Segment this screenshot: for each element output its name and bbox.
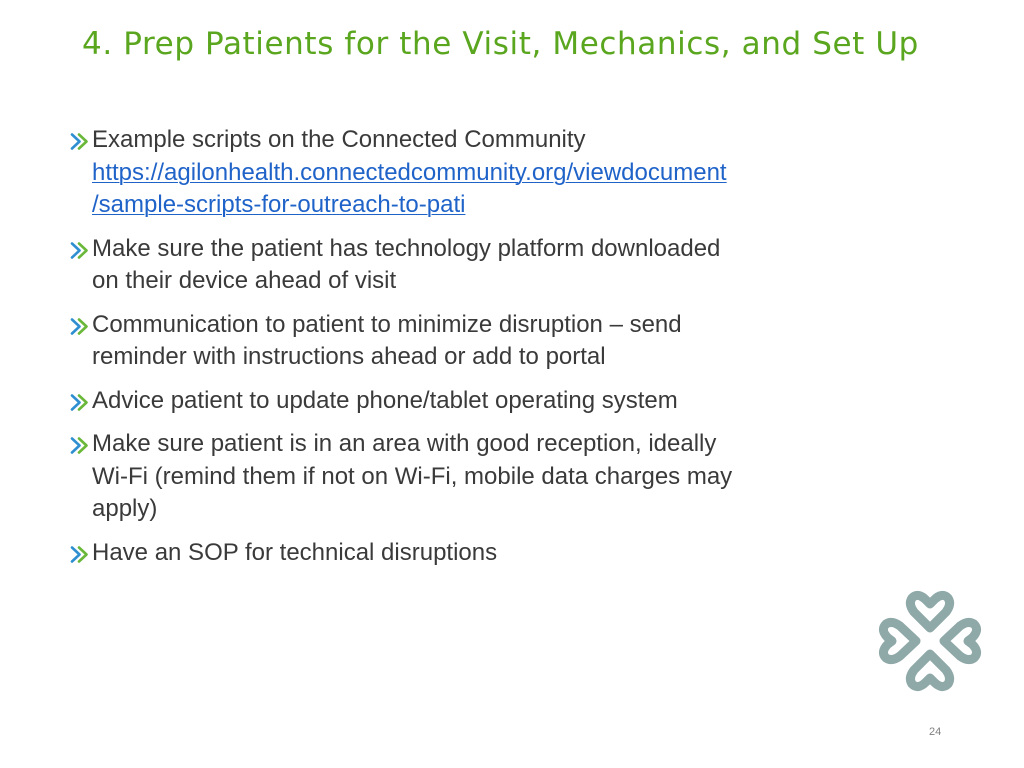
bullet-list bbox=[70, 124, 860, 580]
bullet-text: Make sure the patient has technology platform downloaded bbox=[92, 234, 721, 262]
bullet-text: on their device ahead of visit bbox=[92, 267, 397, 294]
bullet-text: reminder with instructions ahead or add to portal bbox=[92, 343, 606, 370]
bullet-item bbox=[70, 537, 860, 570]
bullet-text: Communication to patient to minimize disruption – send bbox=[92, 310, 682, 338]
quatrefoil-heart-logo bbox=[876, 588, 984, 694]
bullet-text: apply) bbox=[92, 495, 158, 522]
bullet-item bbox=[70, 233, 860, 298]
bullet-item bbox=[70, 309, 860, 374]
bullet-item bbox=[70, 428, 860, 526]
bullet-text: Have an SOP for technical disruptions bbox=[92, 538, 498, 566]
double-chevron-right-icon bbox=[70, 133, 89, 150]
bullet-item bbox=[70, 385, 860, 418]
double-chevron-right-icon bbox=[70, 318, 89, 335]
link-text-line-1[interactable]: https://agilonhealth.connectedcommunity.org/viewdocument bbox=[92, 158, 727, 186]
page-number: 24 bbox=[929, 726, 942, 738]
connected-community-link[interactable] bbox=[92, 157, 860, 222]
double-chevron-right-icon bbox=[70, 437, 89, 454]
bullet-item bbox=[70, 124, 860, 222]
double-chevron-right-icon bbox=[70, 242, 89, 259]
bullet-text: Make sure patient is in an area with good reception, ideally bbox=[92, 430, 717, 457]
link-text-line-2[interactable]: /sample-scripts-for-outreach-to-pati bbox=[92, 191, 466, 218]
double-chevron-right-icon bbox=[70, 546, 89, 563]
double-chevron-right-icon bbox=[70, 394, 89, 411]
bullet-text: Wi-Fi (remind them if not on Wi-Fi, mobile data charges may bbox=[92, 462, 733, 490]
slide-title: 4. Prep Patients for the Visit, Mechanics, and Set Up bbox=[82, 26, 919, 62]
bullet-text: Advice patient to update phone/tablet operating system bbox=[92, 386, 678, 414]
bullet-text: Example scripts on the Connected Community bbox=[92, 126, 586, 153]
